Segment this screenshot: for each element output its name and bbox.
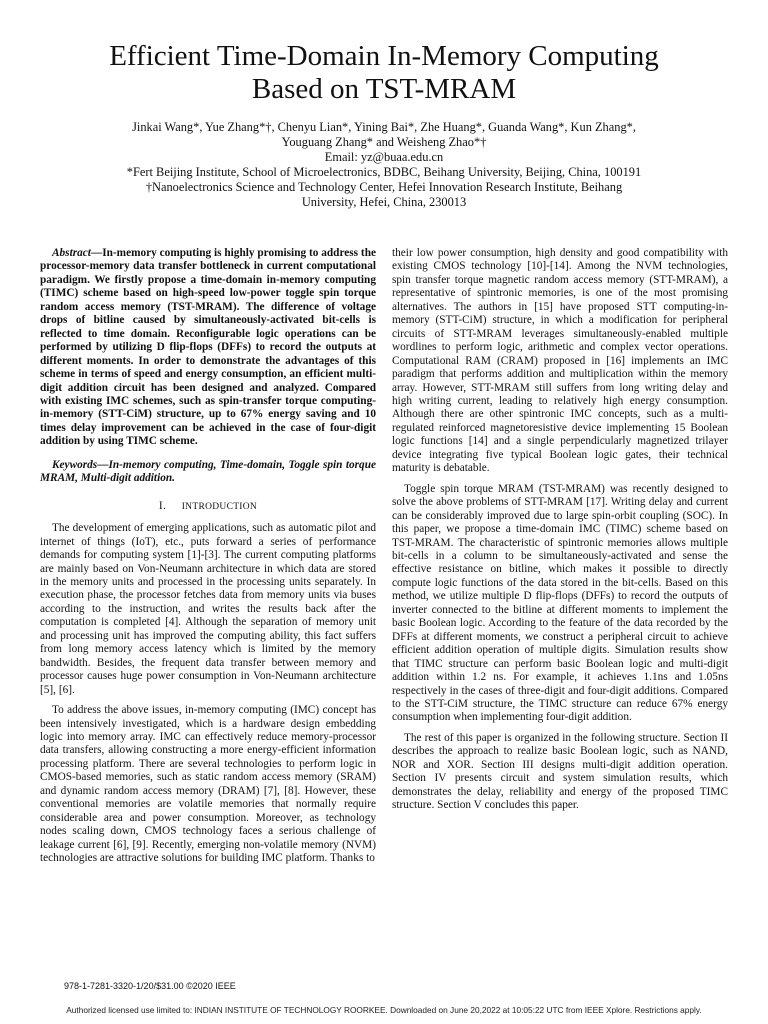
section-heading-introduction <box>40 500 376 514</box>
title-line-2: Based on TST-MRAM <box>251 73 517 105</box>
author-line-2: Youguang Zhang* and Weisheng Zhao*† <box>281 135 487 149</box>
abstract-text: In-memory computing is highly promising to address the processor-memory data transfer bottleneck in current computational paradigm. We firstly propose a time-domain in-memory computing (TIMC) scheme based on high-speed low-power toggle spin torque random access memory (TST-MRAM). The difference of voltage drops of bitline caused by simultaneously-activated bit-cells is reflected to time domain. Reconfigurable logic operations can be performed by utilizing D flip-flops (DFFs) to record the outputs at different moments. In order to demonstrate the advantages of this scheme in terms of speed and energy consumption, an efficient multi-digit addition circuit has been designed and analyzed. Compared with existing IMC schemes, such as spin-transfer torque computing-in-memory (STT-CiM) structure, up to 67% energy saving and 10 times delay improvement can be achieved in the case of four-digit addition by using TIMC scheme. <box>40 247 376 448</box>
paper-title <box>40 40 728 106</box>
abstract <box>40 247 376 449</box>
keywords: Keywords—In-memory computing, Time-domain, Toggle spin torque MRAM, Multi-digit addition. <box>40 458 376 485</box>
affiliation-2: †Nanoelectronics Science and Technology Center, Hefei Innovation Research Institute, Beihang <box>145 180 623 194</box>
intro-paragraph-2: To address the above issues, in-memory computing (IMC) concept has been intensively investigated, which is a hardware design embedding logic into memory array. IMC can effectively reduce memory-processor data transfers, allowing constructing a more energy-efficient information processing platform. There are several technologies to perform logic in CMOS-based memories, such as static random access memory (SRAM) and dynamic random access memory (DRAM) [7], [8]. However, these conventional memories are volatile memories that normally require considerable area and power consumption. Moreover, as technology nodes scaling down, CMOS technology faces a serious challenge of leakage current [6], [9]. Recently, emerging non-volatile memory (NVM) technologies are attractive solutions for building IMC platform. Thanks to <box>40 704 376 865</box>
left-column <box>40 247 376 872</box>
author-email: Email: yz@buaa.edu.cn <box>324 150 444 164</box>
affiliation-3: University, Hefei, China, 230013 <box>301 195 467 209</box>
right-column <box>392 247 728 820</box>
affiliation-1: *Fert Beijing Institute, School of Microelectronics, BDBC, Beihang University, Beijing, China, 100191 <box>126 165 642 179</box>
author-block <box>60 120 708 210</box>
authorized-use-notice: Authorized licensed use limited to: INDIAN INSTITUTE OF TECHNOLOGY ROORKEE. Downloaded on June 20,2022 at 10:05:22 UTC from IEEE Xplore. Restrictions apply. <box>66 1005 702 1015</box>
intro-paragraph-3: their low power consumption, high density and good compatibility with existing CMOS technology [10]-[14]. Among the NVM technologies, spin transfer torque magnetic random access memory (STT-MRAM), a representative of spintronic memories, is one of the most promising alternatives. The authors in [15] have proposed STT computing-in-memory (STT-CiM) structure, in which a modification for peripheral circuits of STT-MRAM leverages simultaneously-enabled multiple wordlines to perform logic, arithmetic and complex vector operations. Computational RAM (CRAM) proposed in [16] implements an IMC paradigm that performs addition and multiplication within the memory array. However, STT-MRAM still suffers from long writing delay and high writing current, leading to relatively high energy consumption. Although there are other spintronic IMC concepts, such as a multi-regulated reinforced magnetoresistive device implementing 15 Boolean logic functions [14] and a single perpendicularly magnetized trilayer device integrating five typical Boolean logic gates, their technical maturity is debatable. <box>392 247 728 475</box>
author-line-1: Jinkai Wang*, Yue Zhang*†, Chenyu Lian*, Yining Bai*, Zhe Huang*, Guanda Wang*, Kun Zhang*, <box>132 120 636 134</box>
section-title: INTRODUCTION <box>181 501 258 512</box>
section-number: I. <box>158 499 167 512</box>
abstract-lead: Abstract— <box>52 247 103 259</box>
intro-paragraph-5: The rest of this paper is organized in the following structure. Section II describes the approach to realize basic Boolean logic, such as NAND, NOR and XOR. Section III designs multi-digit addition operation. Section IV presents circuit and system simulation results, which demonstrates the delay, reliability and energy of the proposed TIMC structure. Section V concludes this paper. <box>392 731 728 812</box>
intro-paragraph-4: Toggle spin torque MRAM (TST-MRAM) was recently designed to solve the above problems of STT-MRAM [17]. Writing delay and current can be considerably improved due to large spin-orbit coupling (SOC). In this paper, we propose a time-domain IMC (TIMC) scheme based on TST-MRAM. The characteristic of spintronic memories allows multiple bit-cells in a column to be simultaneously-activated and sense the effective resistance on bitline, which makes it possible to directly compute logic functions of the data stored in the bit-cells. Based on this method, we utilize multiple D flip-flops (DFFs) to record the outputs of inverter connected to the bitline at different moments to implement the basic Boolean logic. According to the feature of the data recorded by the DFFs at different moments, we construct a peripheral circuit to achieve efficient addition operation of multiple digits. Simulation results show that TIMC structure can perform basic Boolean logic and multi-digit addition within 1.2 ns. For example, it achieves 1.1ns and 1.05ns respectively in the cases of three-digit and four-digit additions. Compared to the STT-CiM structure, the TIMC structure can reduce 67% energy consumption when implementing four-digit addition. <box>392 482 728 724</box>
intro-paragraph-1: The development of emerging applications, such as automatic pilot and internet of things (IoT), etc., puts forward a series of performance demands for computing system [1]-[3]. The current computing platforms are mainly based on Von-Neumann architecture in which data are stored in the memory units and processed in the processing units separately. In execution phase, the processor fetches data from memory units via buses according to the instruction, and writes the results back after the computation is completed [4]. Although the separation of memory unit and processing unit has improved the computing ability, this fact suffers from long memory access latency which is limited by the memory bandwidth. Besides, the frequent data transfer between memory and processor causes huge power consumption in Von-Neumann architecture [5], [6]. <box>40 522 376 696</box>
title-line-1: Efficient Time-Domain In-Memory Computing <box>109 40 659 72</box>
copyright-footer: 978-1-7281-3320-1/20/$31.00 ©2020 IEEE <box>64 981 236 991</box>
